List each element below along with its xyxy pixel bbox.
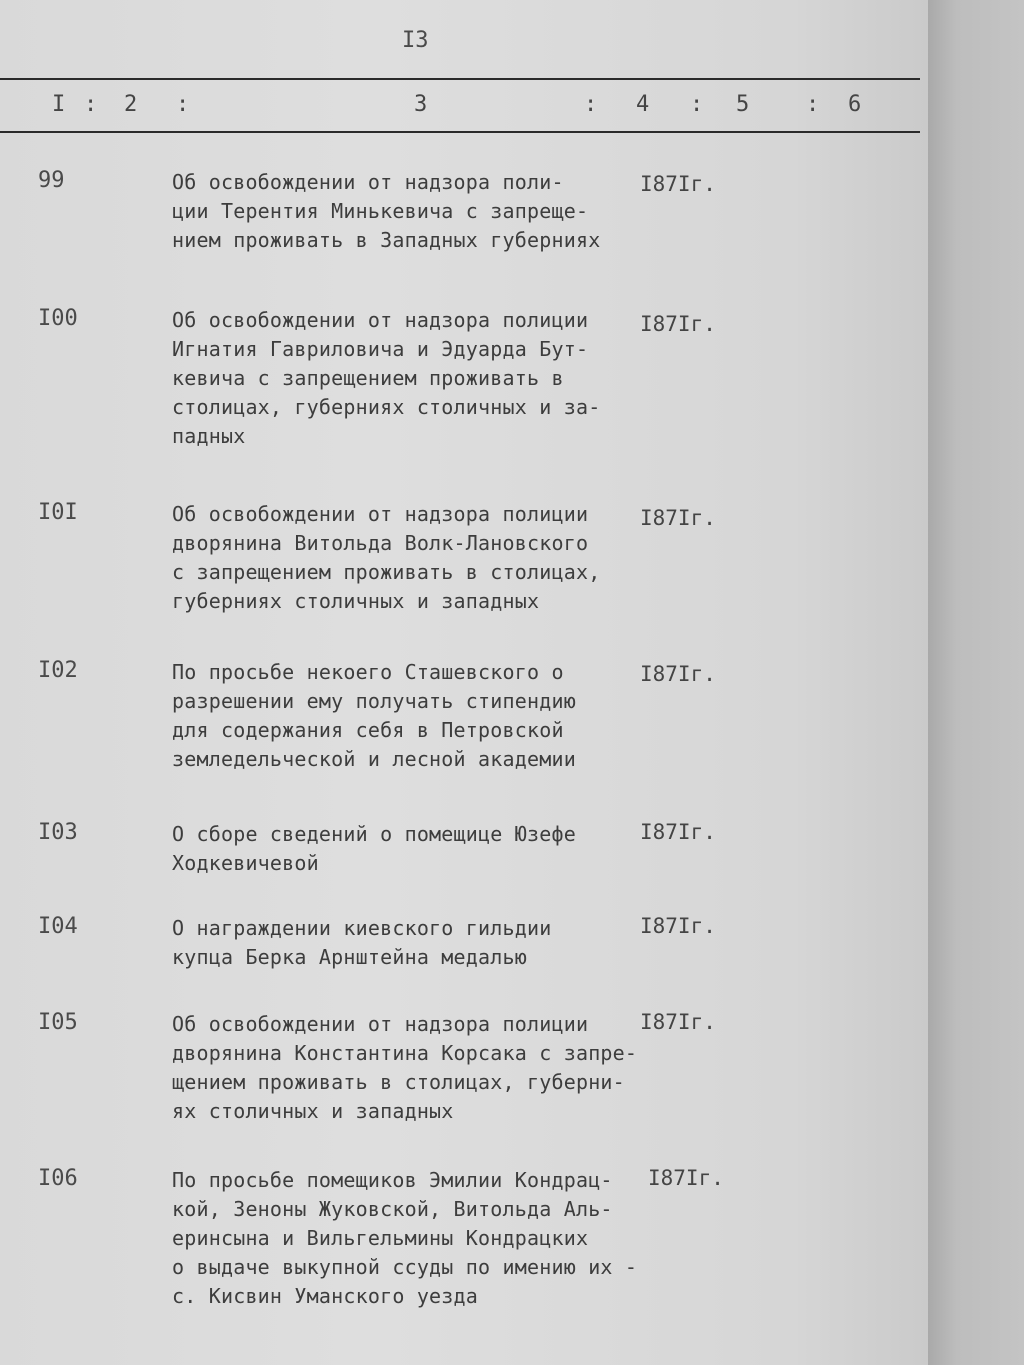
column-header-2: 2 (124, 92, 138, 117)
header-bottom-rule (0, 131, 920, 133)
page-edge-shadow (928, 0, 1024, 1365)
entry-number: I00 (38, 306, 78, 331)
entry-year: I87Iг. (640, 820, 716, 844)
entry-number: I02 (38, 658, 78, 683)
column-separator: : (806, 92, 820, 117)
column-separator: : (84, 92, 98, 117)
header-top-rule (0, 78, 920, 80)
entry-number: I0I (38, 500, 78, 525)
entry-title: Об освобождении от надзора полиции дворянина Константина Корсака с запре- щением проживать в столицах, губерни- ях столичных и западных (172, 1012, 638, 1123)
page-number: I3 (402, 28, 429, 53)
column-header-5: 5 (736, 92, 750, 117)
column-header-3: 3 (414, 92, 428, 117)
entry-year: I87Iг. (640, 1010, 716, 1034)
entry-title: О награждении киевского гильдии купца Берка Арнштейна медалью (172, 916, 552, 969)
entry-year: I87Iг. (640, 312, 716, 336)
entry-number: I04 (38, 914, 78, 939)
column-header-4: 4 (636, 92, 650, 117)
entry-year: I87Iг. (640, 172, 716, 196)
column-separator: : (584, 92, 598, 117)
entry-number: 99 (38, 168, 65, 193)
column-header-row (0, 92, 920, 128)
entry-year: I87Iг. (640, 662, 716, 686)
entry-number: I06 (38, 1166, 78, 1191)
column-separator: : (176, 92, 190, 117)
entry-number: I05 (38, 1010, 78, 1035)
entry-number: I03 (38, 820, 78, 845)
entry-title: Об освобождении от надзора полиции Игнатия Гавриловича и Эдуарда Бут- кевича с запрещением проживать в столицах, губерниях столичных и за- падных (172, 308, 601, 448)
entry-title: Об освобождении от надзора полиции дворянина Витольда Волк-Лановского с запрещением проживать в столицах, губерниях столичных и западных (172, 502, 601, 613)
entry-year: I87Iг. (648, 1166, 724, 1190)
column-header-1: I (52, 92, 66, 117)
column-separator: : (690, 92, 704, 117)
entry-year: I87Iг. (640, 506, 716, 530)
entry-year: I87Iг. (640, 914, 716, 938)
entry-title: По просьбе помещиков Эмилии Кондрац- кой, Зеноны Жуковской, Витольда Аль- еринсына и Вильгельмины Кондрацких о выдаче выкупной ссуды по имению их - с. Кисвин Уманского уезда (172, 1168, 638, 1308)
column-header-6: 6 (848, 92, 862, 117)
entry-title: По просьбе некоего Сташевского о разрешении ему получать стипендию для содержания себя в Петровской земледельческой и лесной академии (172, 660, 576, 771)
entry-title: Об освобождении от надзора поли- ции Терентия Минькевича с запреще- нием проживать в Западных губерниях (172, 170, 601, 252)
entry-title: О сборе сведений о помещице Юзефе Ходкевичевой (172, 822, 576, 875)
